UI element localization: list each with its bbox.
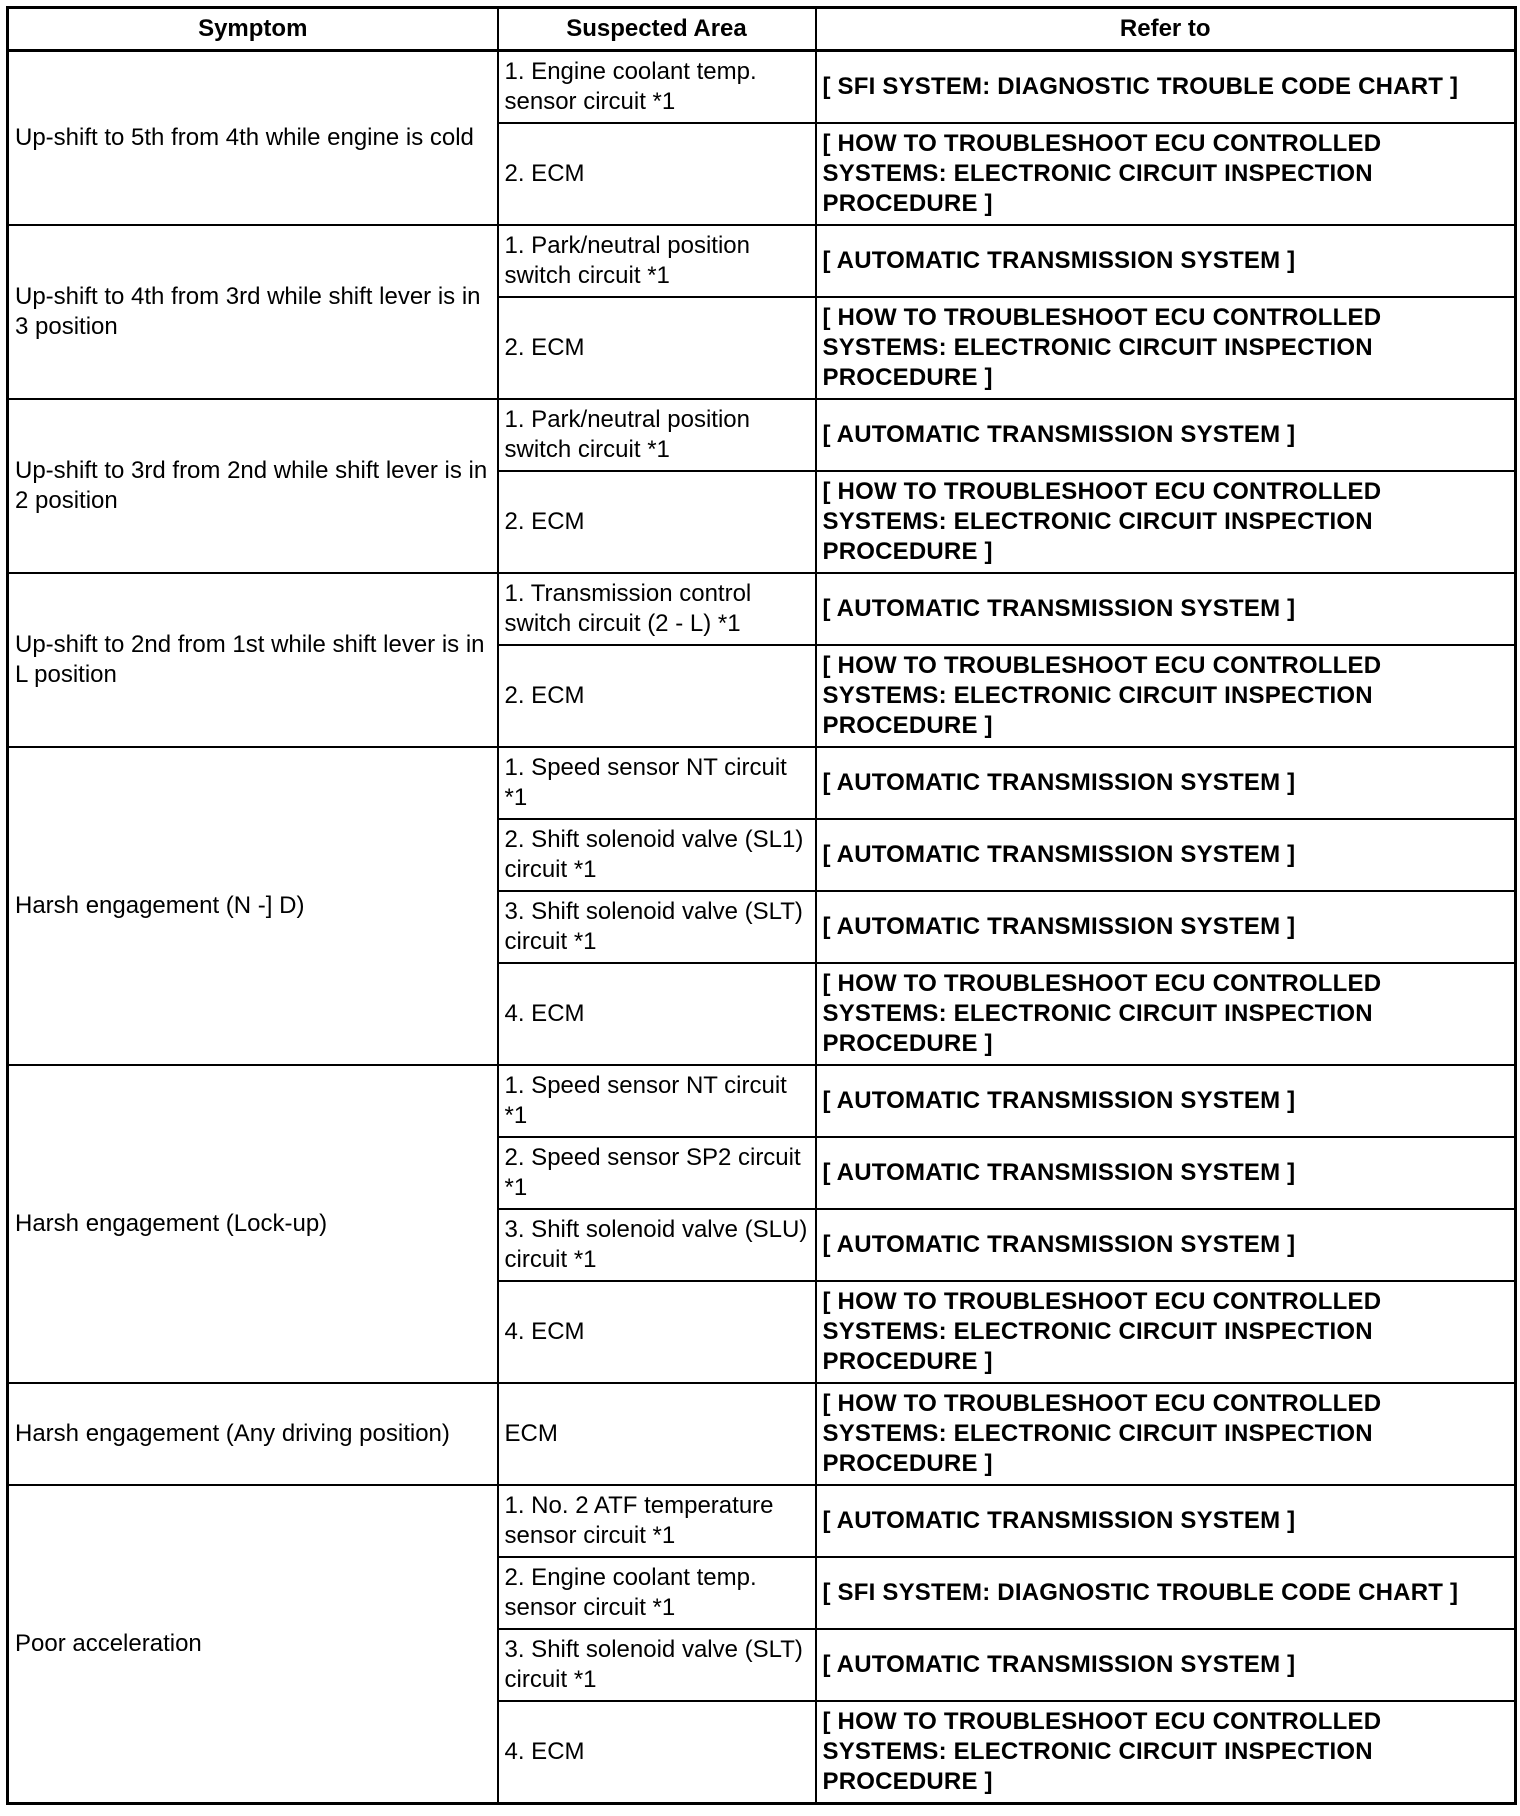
symptom-cell: Up-shift to 4th from 3rd while shift lever is in 3 position [8,225,498,399]
header-refer-to: Refer to [816,8,1516,51]
symptom-cell: Poor acceleration [8,1485,498,1804]
suspected-area-cell: 2. Speed sensor SP2 circuit *1 [498,1137,816,1209]
table-row [8,225,1516,297]
refer-to-cell: [ HOW TO TROUBLESHOOT ECU CONTROLLED SYSTEMS: ELECTRONIC CIRCUIT INSPECTION PROCEDURE ] [816,297,1516,399]
suspected-area-cell: 3. Shift solenoid valve (SLT) circuit *1 [498,1629,816,1701]
suspected-area-cell: 1. Transmission control switch circuit (2 - L) *1 [498,573,816,645]
suspected-area-cell: 3. Shift solenoid valve (SLU) circuit *1 [498,1209,816,1281]
refer-to-cell: [ AUTOMATIC TRANSMISSION SYSTEM ] [816,1209,1516,1281]
suspected-area-cell: 2. ECM [498,297,816,399]
table-header [8,8,1516,51]
table-row [8,1065,1516,1137]
suspected-area-cell: 2. ECM [498,645,816,747]
refer-to-cell: [ HOW TO TROUBLESHOOT ECU CONTROLLED SYSTEMS: ELECTRONIC CIRCUIT INSPECTION PROCEDURE ] [816,123,1516,225]
suspected-area-cell: 4. ECM [498,963,816,1065]
suspected-area-cell: 4. ECM [498,1281,816,1383]
refer-to-cell: [ HOW TO TROUBLESHOOT ECU CONTROLLED SYSTEMS: ELECTRONIC CIRCUIT INSPECTION PROCEDURE ] [816,645,1516,747]
table-row [8,399,1516,471]
refer-to-cell: [ HOW TO TROUBLESHOOT ECU CONTROLLED SYSTEMS: ELECTRONIC CIRCUIT INSPECTION PROCEDURE ] [816,963,1516,1065]
refer-to-cell: [ AUTOMATIC TRANSMISSION SYSTEM ] [816,747,1516,819]
refer-to-cell: [ AUTOMATIC TRANSMISSION SYSTEM ] [816,891,1516,963]
table-row [8,51,1516,124]
refer-to-cell: [ AUTOMATIC TRANSMISSION SYSTEM ] [816,1485,1516,1557]
refer-to-cell: [ HOW TO TROUBLESHOOT ECU CONTROLLED SYSTEMS: ELECTRONIC CIRCUIT INSPECTION PROCEDURE ] [816,1281,1516,1383]
suspected-area-cell: 4. ECM [498,1701,816,1804]
table-row [8,747,1516,819]
refer-to-cell: [ AUTOMATIC TRANSMISSION SYSTEM ] [816,573,1516,645]
refer-to-cell: [ SFI SYSTEM: DIAGNOSTIC TROUBLE CODE CHART ] [816,1557,1516,1629]
suspected-area-cell: 1. Speed sensor NT circuit *1 [498,747,816,819]
header-row [8,8,1516,51]
diagnostic-table [6,6,1517,1805]
refer-to-cell: [ AUTOMATIC TRANSMISSION SYSTEM ] [816,399,1516,471]
table-body [8,51,1516,1804]
refer-to-cell: [ AUTOMATIC TRANSMISSION SYSTEM ] [816,225,1516,297]
table-row [8,1485,1516,1557]
refer-to-cell: [ AUTOMATIC TRANSMISSION SYSTEM ] [816,1065,1516,1137]
symptom-cell: Harsh engagement (N -] D) [8,747,498,1065]
refer-to-cell: [ SFI SYSTEM: DIAGNOSTIC TROUBLE CODE CHART ] [816,51,1516,124]
symptom-cell: Up-shift to 5th from 4th while engine is cold [8,51,498,226]
refer-to-cell: [ AUTOMATIC TRANSMISSION SYSTEM ] [816,819,1516,891]
refer-to-cell: [ AUTOMATIC TRANSMISSION SYSTEM ] [816,1137,1516,1209]
suspected-area-cell: 3. Shift solenoid valve (SLT) circuit *1 [498,891,816,963]
symptom-cell: Harsh engagement (Any driving position) [8,1383,498,1485]
refer-to-cell: [ HOW TO TROUBLESHOOT ECU CONTROLLED SYSTEMS: ELECTRONIC CIRCUIT INSPECTION PROCEDURE ] [816,1383,1516,1485]
suspected-area-cell: 2. ECM [498,123,816,225]
symptom-cell: Up-shift to 2nd from 1st while shift lever is in L position [8,573,498,747]
suspected-area-cell: 1. Park/neutral position switch circuit *1 [498,225,816,297]
header-suspected-area: Suspected Area [498,8,816,51]
refer-to-cell: [ HOW TO TROUBLESHOOT ECU CONTROLLED SYSTEMS: ELECTRONIC CIRCUIT INSPECTION PROCEDURE ] [816,1701,1516,1804]
suspected-area-cell: 1. No. 2 ATF temperature sensor circuit *1 [498,1485,816,1557]
refer-to-cell: [ AUTOMATIC TRANSMISSION SYSTEM ] [816,1629,1516,1701]
table-row [8,573,1516,645]
suspected-area-cell: ECM [498,1383,816,1485]
suspected-area-cell: 1. Speed sensor NT circuit *1 [498,1065,816,1137]
header-symptom: Symptom [8,8,498,51]
suspected-area-cell: 2. Shift solenoid valve (SL1) circuit *1 [498,819,816,891]
suspected-area-cell: 2. Engine coolant temp. sensor circuit *1 [498,1557,816,1629]
table-row [8,1383,1516,1485]
refer-to-cell: [ HOW TO TROUBLESHOOT ECU CONTROLLED SYSTEMS: ELECTRONIC CIRCUIT INSPECTION PROCEDURE ] [816,471,1516,573]
symptom-cell: Harsh engagement (Lock-up) [8,1065,498,1383]
suspected-area-cell: 1. Park/neutral position switch circuit *1 [498,399,816,471]
suspected-area-cell: 2. ECM [498,471,816,573]
symptom-cell: Up-shift to 3rd from 2nd while shift lever is in 2 position [8,399,498,573]
suspected-area-cell: 1. Engine coolant temp. sensor circuit *1 [498,51,816,124]
